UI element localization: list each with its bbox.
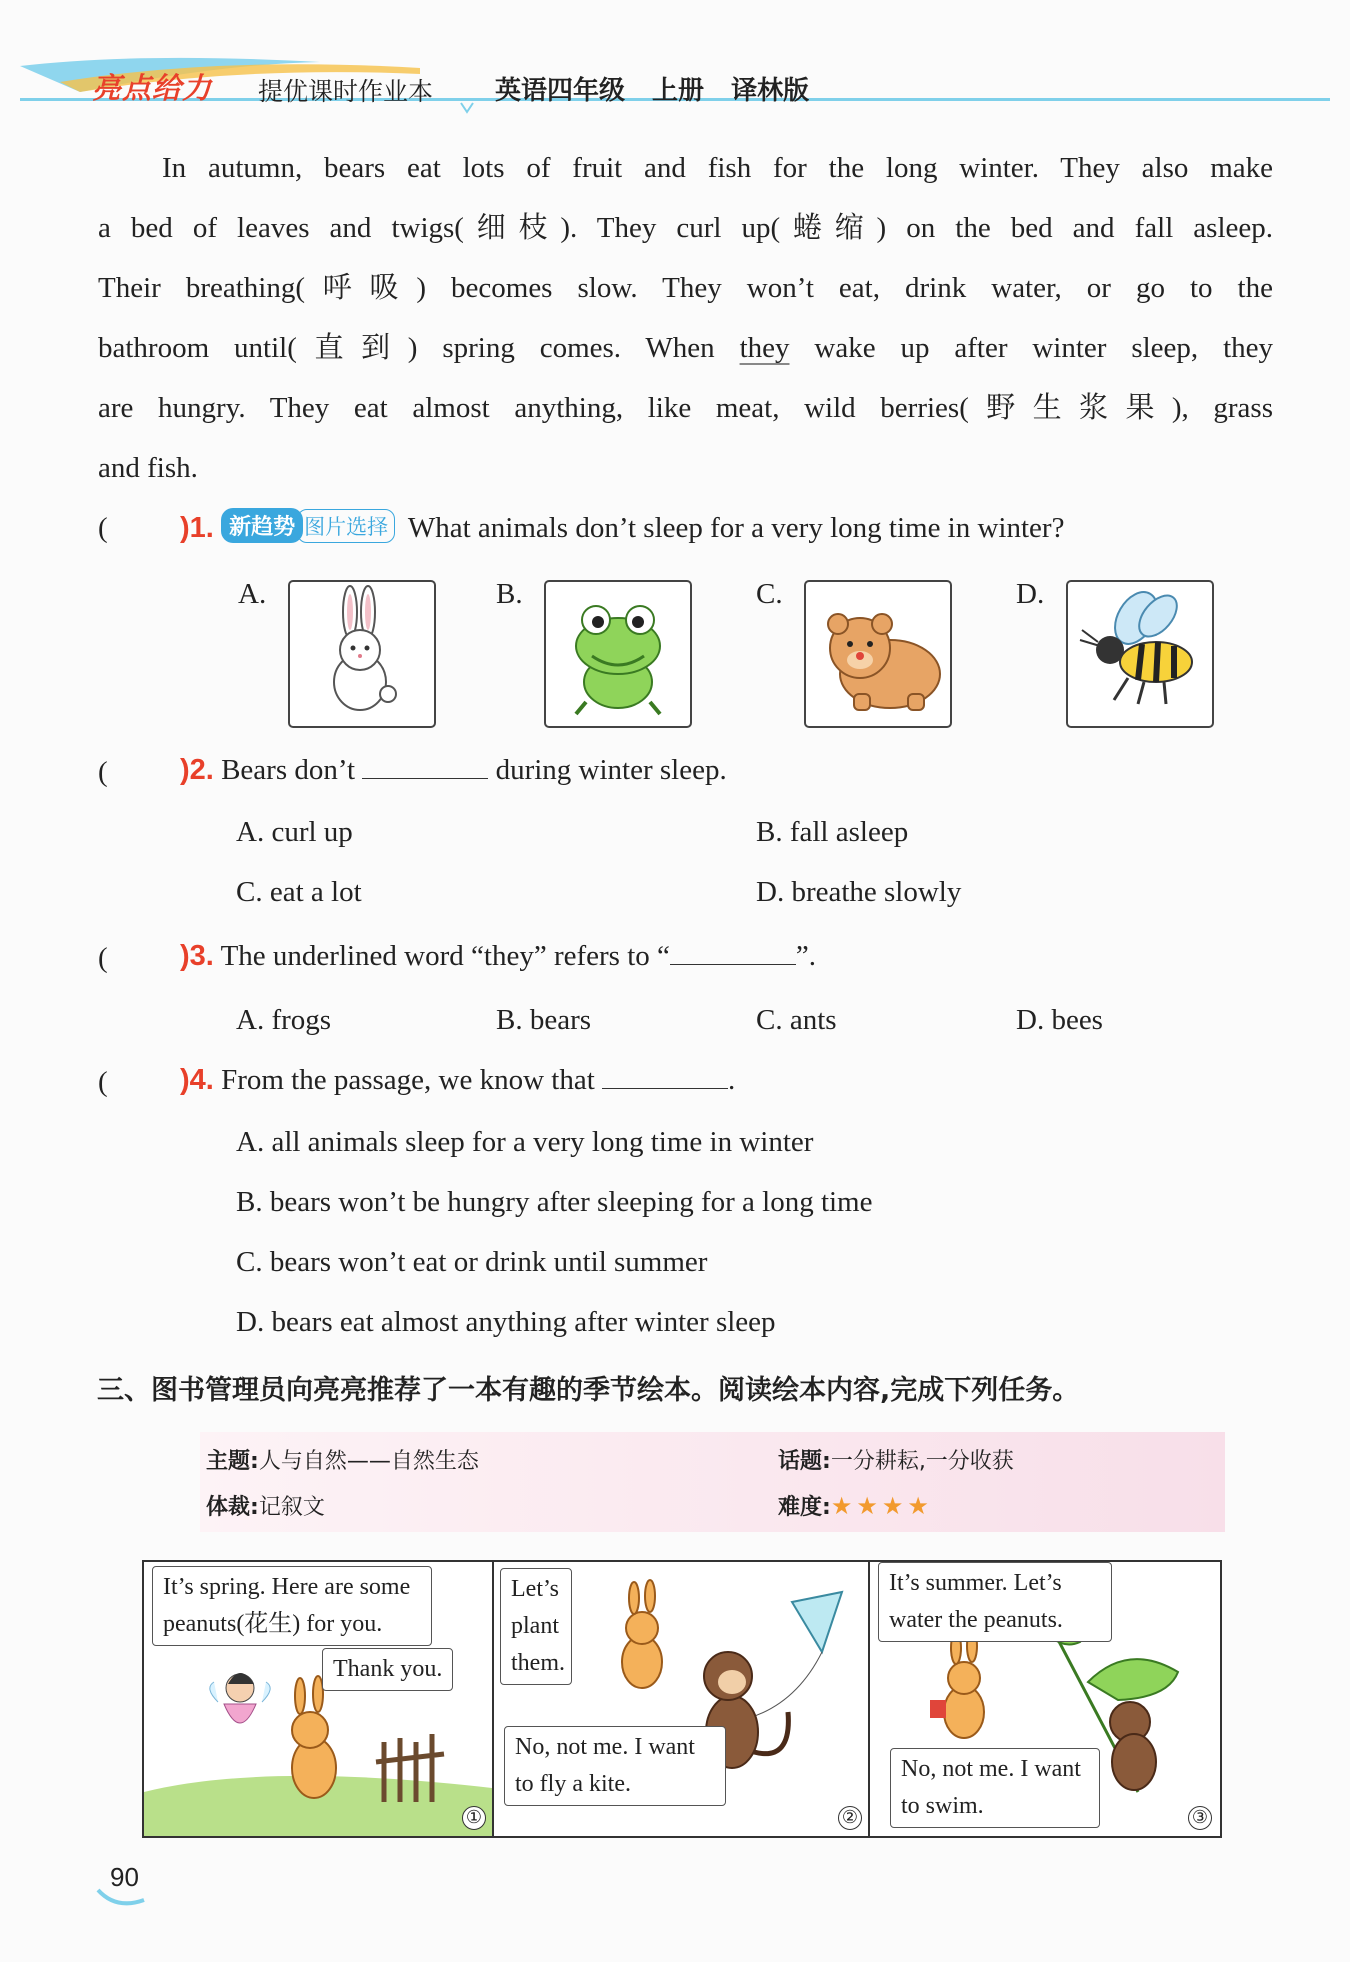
bee-icon (1068, 582, 1212, 726)
topic-label: 话题: (778, 1449, 831, 1474)
passage-text: wake up after winter sleep, they (789, 332, 1273, 364)
comic-panel-3 (868, 1562, 1220, 1836)
question-number: )4. (180, 1064, 214, 1096)
passage-text: bathroom until(直到) spring comes. When (98, 332, 740, 364)
option-b[interactable]: B. bears (496, 1004, 592, 1036)
genre-value: 记叙文 (258, 1495, 325, 1520)
theme-value: 人与自然——自然生态 (258, 1449, 479, 1474)
picture-choice-badge: 图片选择 (297, 509, 395, 543)
option-d[interactable]: D. bears eat almost anything after winter sleep (236, 1306, 776, 1338)
difficulty-row (778, 1490, 933, 1521)
genre-row (206, 1490, 325, 1521)
page-number: 90 (110, 1862, 139, 1892)
option-b[interactable]: B. fall asleep (756, 816, 909, 848)
fill-blank[interactable] (362, 752, 488, 779)
option-a[interactable]: A. frogs (236, 1004, 332, 1036)
passage-line: a bed of leaves and twigs(细枝). They curl up(蜷缩) on the bed and fall asleep. (98, 212, 1273, 244)
option-d[interactable]: D. breathe slowly (756, 876, 962, 908)
option-b[interactable]: B. bears won’t be hungry after sleeping for a long time (236, 1186, 873, 1218)
fill-blank[interactable] (602, 1062, 728, 1089)
speech-bubble: It’s spring. Here are some peanuts(花生) for you. (152, 1566, 432, 1646)
question-2 (180, 752, 727, 787)
speech-bubble: Let’s plant them. (500, 1568, 572, 1685)
frog-icon (546, 582, 690, 726)
topic-value: 一分耕耘,一分收获 (830, 1449, 1014, 1474)
question-number: )3. (180, 940, 214, 972)
section-3-title: 三、图书管理员向亮亮推荐了一本有趣的季节绘本。阅读绘本内容,完成下列任务。 (97, 1375, 1080, 1406)
question-text: ”. (795, 940, 817, 972)
brand-logo: 亮点给力 (92, 71, 213, 105)
panel-number: ③ (1188, 1806, 1212, 1830)
genre-label: 体裁: (206, 1495, 259, 1520)
option-a[interactable]: A. curl up (236, 816, 353, 848)
passage-line: Their breathing(呼吸) becomes slow. They won’t eat, drink water, or go to the (98, 272, 1273, 304)
passage-line: are hungry. They eat almost anything, like meat, wild berries(野生浆果), grass (98, 392, 1273, 424)
rabbit-icon (290, 582, 434, 726)
header-dot-icon (460, 100, 474, 114)
series-title: 提优课时作业本 (258, 77, 434, 106)
theme-label: 主题: (206, 1449, 259, 1474)
difficulty-label: 难度: (778, 1495, 831, 1520)
question-number: )1. (180, 512, 214, 544)
picture-option-d[interactable] (1066, 580, 1214, 728)
option-d[interactable]: D. bees (1016, 1004, 1103, 1036)
option-c[interactable]: C. bears won’t eat or drink until summer (236, 1246, 708, 1278)
answer-paren[interactable]: ( (98, 942, 108, 974)
picture-option-a[interactable] (288, 580, 436, 728)
passage-line (98, 318, 1273, 378)
comic-strip (142, 1560, 1222, 1838)
panel-number: ① (462, 1806, 486, 1830)
option-label-c[interactable]: C. (756, 578, 783, 610)
bear-icon (806, 582, 950, 726)
option-label-a[interactable]: A. (238, 578, 267, 610)
question-text: What animals don’t sleep for a very long time in winter? (407, 512, 1065, 544)
theme-row (206, 1444, 479, 1475)
new-trend-badge: 新趋势 (221, 508, 303, 543)
comic-panel-1 (144, 1562, 494, 1836)
passage-line: In autumn, bears eat lots of fruit and fish for the long winter. They also make (162, 152, 1273, 184)
question-1 (180, 508, 1064, 545)
panel-number: ② (838, 1806, 862, 1830)
answer-paren[interactable]: ( (98, 756, 108, 788)
question-3 (180, 938, 816, 973)
speech-bubble: No, not me. I want to fly a kite. (504, 1726, 726, 1806)
picture-option-c[interactable] (804, 580, 952, 728)
question-text: From the passage, we know that (221, 1064, 595, 1096)
speech-bubble: It’s summer. Let’s water the peanuts. (878, 1562, 1112, 1642)
passage-line: and fish. (98, 452, 198, 484)
answer-paren[interactable]: ( (98, 512, 108, 544)
option-a[interactable]: A. all animals sleep for a very long time in winter (236, 1126, 814, 1158)
comic-panel-2 (492, 1562, 870, 1836)
question-text: . (728, 1064, 736, 1096)
option-c[interactable]: C. eat a lot (236, 876, 362, 908)
option-label-b[interactable]: B. (496, 578, 523, 610)
question-number: )2. (180, 754, 214, 786)
question-4 (180, 1062, 735, 1097)
speech-bubble: No, not me. I want to swim. (890, 1748, 1100, 1828)
subject-title: 英语四年级 上册 译林版 (495, 76, 810, 106)
underlined-word: they (739, 332, 790, 364)
question-text: during winter sleep. (495, 754, 727, 786)
question-text: The underlined word “they” refers to “ (220, 940, 670, 972)
answer-paren[interactable]: ( (98, 1066, 108, 1098)
fill-blank[interactable] (670, 938, 796, 965)
difficulty-stars-icon: ★★★★ (830, 1492, 933, 1520)
question-text: Bears don’t (221, 754, 356, 786)
picture-option-b[interactable] (544, 580, 692, 728)
topic-row (778, 1444, 1014, 1475)
speech-bubble: Thank you. (322, 1648, 453, 1691)
option-c[interactable]: C. ants (756, 1004, 837, 1036)
option-label-d[interactable]: D. (1016, 578, 1045, 610)
